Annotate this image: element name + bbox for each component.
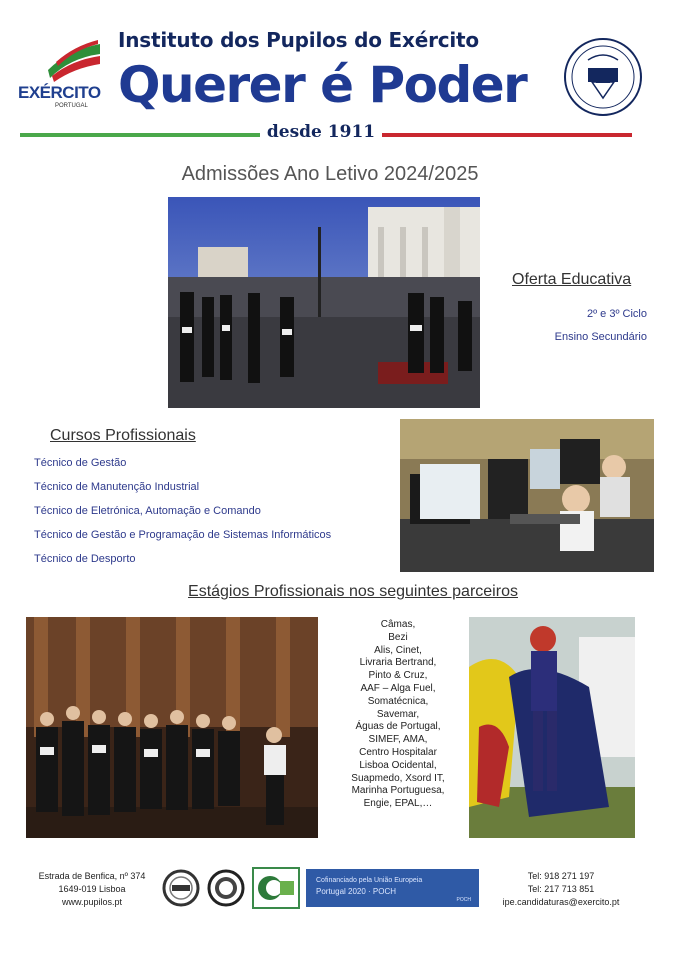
exercito-logo-text: EXÉRCITO: [18, 83, 101, 102]
eco-escolas-logo-icon: [207, 869, 245, 907]
course-item: Técnico de Gestão: [34, 457, 127, 469]
divider-green: [20, 133, 260, 137]
institution-title: Instituto dos Pupilos do Exército: [118, 28, 479, 52]
professional-courses-list: [34, 455, 331, 575]
partner-item: Engie, EPAL,…: [363, 798, 433, 810]
partner-item: Pinto & Cruz,: [368, 670, 428, 682]
banner-line: POCH: [456, 897, 471, 903]
educational-offer-list: [500, 306, 647, 352]
choir-photo: [26, 617, 318, 838]
partner-item: AAF – Alga Fuel,: [360, 682, 436, 694]
parachutist-photo: [469, 617, 635, 838]
offer-item: 2º e 3º Ciclo: [586, 308, 647, 320]
motto-heading: Querer é Poder: [118, 56, 527, 114]
escola-amiga-logo-icon: [162, 869, 200, 907]
address-line: Estrada de Benfica, nº 374: [38, 871, 146, 881]
portugal-flag-icon: [38, 40, 104, 84]
partner-item: Águas de Portugal,: [355, 721, 441, 733]
computer-lab-photo: [400, 419, 654, 572]
course-item: Técnico de Desporto: [34, 553, 136, 565]
partners-list: [338, 619, 458, 811]
phone-line: Tel: 918 271 197: [527, 871, 595, 881]
partner-item: Suapmedo, Xsord IT,: [351, 772, 445, 784]
footer-address: [22, 870, 162, 909]
partner-item: SIMEF, AMA,: [368, 734, 428, 746]
phone-line: Tel: 217 713 851: [527, 884, 595, 894]
partner-item: Bezi: [388, 631, 408, 643]
school-crest-icon: [562, 36, 644, 118]
divider-red: [382, 133, 632, 137]
internships-heading: Estágios Profissionais nos seguintes parceiros: [188, 583, 518, 600]
since-text: desde 1911: [266, 122, 376, 142]
banner-line: Portugal 2020 · POCH: [316, 887, 397, 896]
partner-item: Marinha Portuguesa,: [351, 785, 445, 797]
offer-item: Ensino Secundário: [554, 331, 647, 343]
eu-funding-banner: [306, 869, 479, 907]
banner-line: Cofinanciado pela União Europeia: [316, 877, 423, 884]
course-item: Técnico de Manutenção Industrial: [34, 481, 200, 493]
partner-item: Alis, Cinet,: [374, 644, 422, 656]
educational-offer-heading: Oferta Educativa: [512, 271, 632, 288]
admissions-title: Admissões Ano Letivo 2024/2025: [181, 163, 479, 185]
course-item: Técnico de Eletrónica, Automação e Comando: [34, 505, 261, 517]
address-line: 1649-019 Lisboa: [58, 884, 126, 894]
exercito-logo-subtext: PORTUGAL: [55, 103, 88, 109]
professional-courses-heading: Cursos Profissionais: [50, 427, 196, 444]
partner-item: Savemar,: [376, 708, 420, 720]
partner-item: Somatécnica,: [367, 695, 429, 707]
footer-contacts: [486, 870, 636, 909]
partner-item: Livraria Bertrand,: [359, 657, 437, 669]
email-link[interactable]: ipe.candidaturas@exercito.pt: [502, 897, 620, 907]
ceremony-photo: [168, 197, 480, 408]
course-item: Técnico de Gestão e Programação de Sistemas Informáticos: [34, 529, 332, 541]
partner-item: Lisboa Ocidental,: [359, 759, 437, 771]
partner-item: Câmas,: [380, 619, 416, 630]
educacao-logo-icon: [252, 867, 300, 909]
website-link[interactable]: www.pupilos.pt: [61, 897, 123, 907]
partner-item: Centro Hospitalar: [359, 746, 437, 758]
